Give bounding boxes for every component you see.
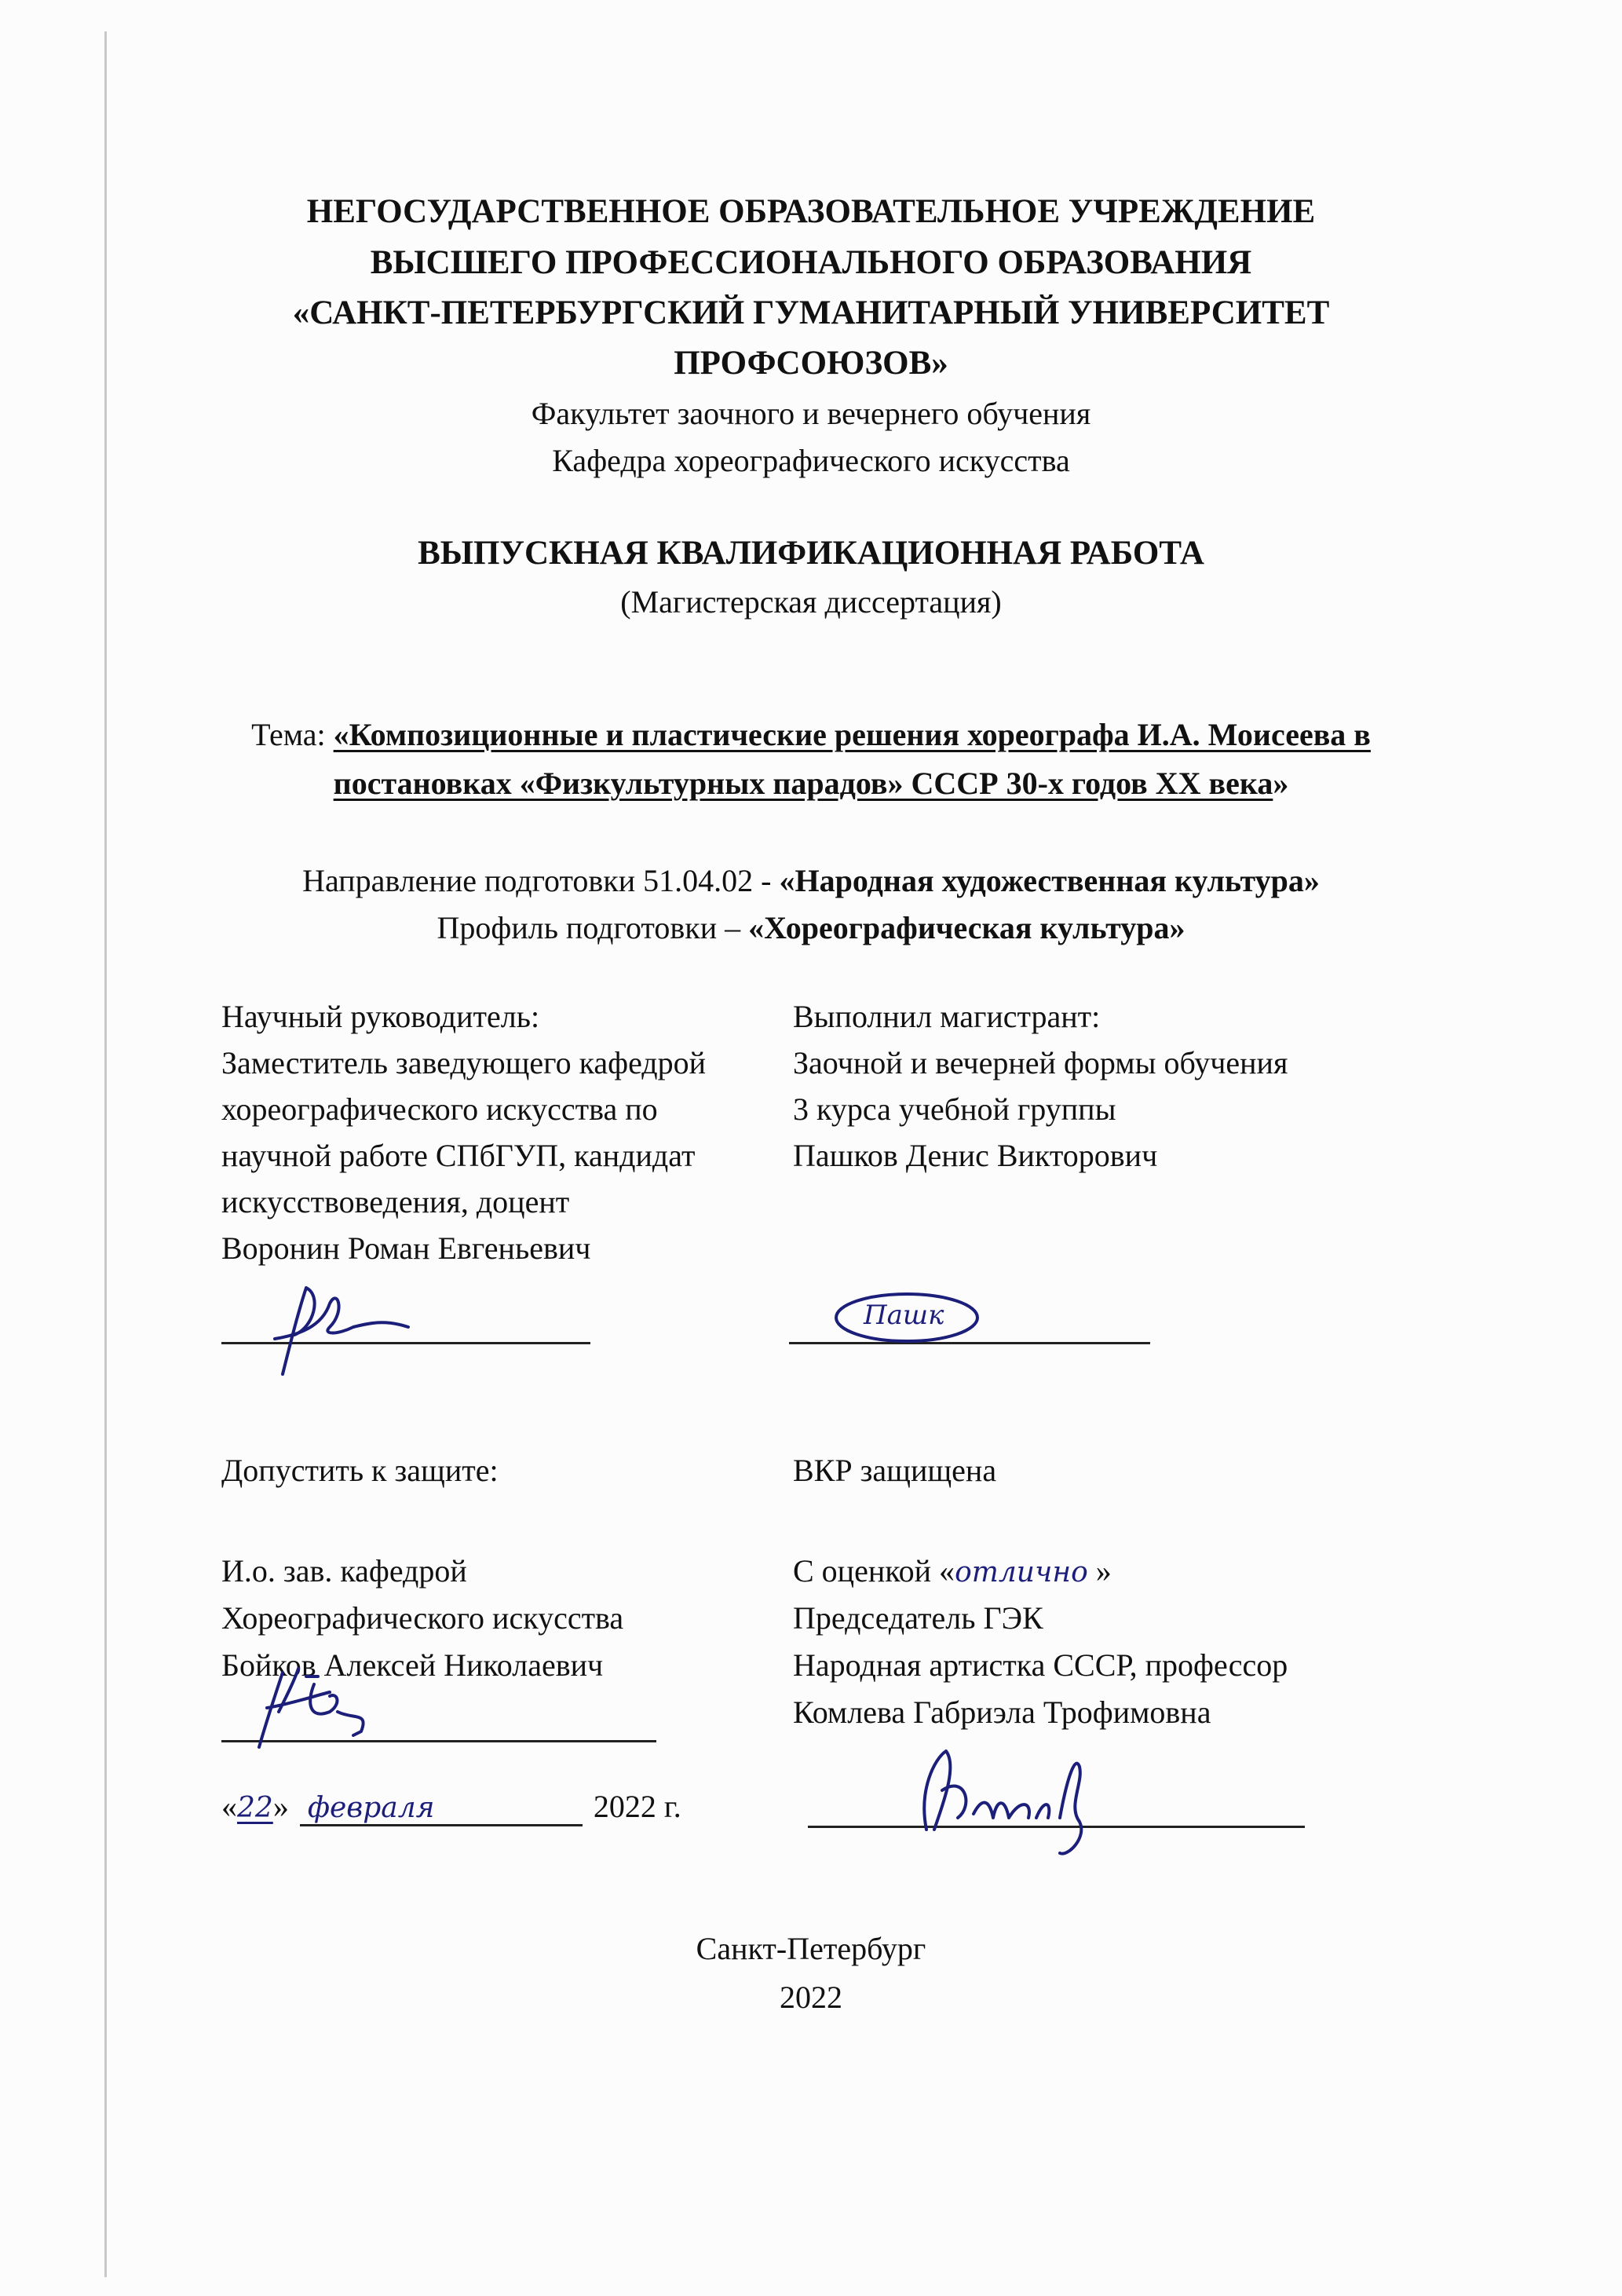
student-signature-text: Пашк bbox=[864, 1300, 944, 1331]
date-day: 22 bbox=[237, 1792, 273, 1824]
year: 2022 bbox=[780, 1980, 842, 2015]
date-year: 2022 г. bbox=[593, 1789, 681, 1824]
defense-label: ВКР защищена bbox=[793, 1453, 997, 1488]
faculty: Факультет заочного и вечернего обучения bbox=[531, 396, 1091, 431]
supervisor-line: научной работе СПбГУП, кандидат bbox=[221, 1138, 696, 1173]
work-subtitle: (Магистерская диссертация) bbox=[620, 584, 1002, 620]
supervisor-line: Заместитель заведующего кафедрой bbox=[221, 1045, 707, 1080]
grade-prefix: С оценкой « bbox=[793, 1553, 955, 1589]
student-line: Заочной и вечерней формы обучения bbox=[793, 1045, 1288, 1080]
defense-line: Народная артистка СССР, профессор bbox=[793, 1647, 1288, 1683]
grade-suffix: » bbox=[1087, 1553, 1112, 1589]
admission-date bbox=[221, 1788, 681, 1826]
supervisor-signature bbox=[251, 1280, 424, 1382]
supervisor-line: Научный руководитель: bbox=[221, 999, 540, 1034]
header-line-2: ВЫСШЕГО ПРОФЕССИОНАЛЬНОГО ОБРАЗОВАНИЯ bbox=[370, 244, 1252, 281]
date-quote-close: » bbox=[272, 1789, 289, 1824]
work-title: ВЫПУСКНАЯ КВАЛИФИКАЦИОННАЯ РАБОТА bbox=[418, 535, 1204, 572]
admission-line: Хореографического искусства bbox=[221, 1600, 624, 1636]
profile-label: Профиль подготовки – bbox=[437, 910, 749, 945]
topic-text-2: постановках «Физкультурных парадов» СССР 30-х годов XX века bbox=[333, 766, 1273, 801]
student-line: 3 курса учебной группы bbox=[793, 1091, 1116, 1127]
admission-label: Допустить к защите: bbox=[221, 1453, 499, 1488]
admission-signature bbox=[243, 1665, 400, 1751]
topic-text-1: «Композиционные и пластические решения хореографа И.А. Моисеева в bbox=[333, 717, 1371, 752]
student-line: Пашков Денис Викторович bbox=[793, 1138, 1158, 1173]
profile bbox=[0, 909, 1622, 946]
topic-end-quote: » bbox=[1273, 766, 1289, 801]
admission-line: Бойков Алексей Николаевич bbox=[221, 1647, 604, 1683]
date-month: февраля bbox=[300, 1792, 583, 1826]
header-line-4: ПРОФСОЮЗОВ» bbox=[674, 345, 948, 382]
department: Кафедра хореографического искусства bbox=[552, 443, 1070, 478]
defense-line: Комлева Габриэла Трофимовна bbox=[793, 1695, 1211, 1730]
defense-grade bbox=[793, 1552, 1112, 1589]
profile-value: «Хореографическая культура» bbox=[748, 910, 1185, 945]
direction bbox=[0, 862, 1622, 899]
header-line-3: «САНКТ-ПЕТЕРБУРГСКИЙ ГУМАНИТАРНЫЙ УНИВЕРСИТЕТ bbox=[292, 294, 1330, 331]
topic-line-2 bbox=[0, 765, 1622, 802]
supervisor-line: искусствоведения, доцент bbox=[221, 1184, 570, 1219]
supervisor-line: хореографического искусства по bbox=[221, 1091, 658, 1127]
topic-line-1 bbox=[0, 716, 1622, 753]
student-line: Выполнил магистрант: bbox=[793, 999, 1101, 1034]
chair-signature bbox=[911, 1743, 1115, 1861]
grade-value: отлично bbox=[955, 1556, 1088, 1589]
direction-label: Направление подготовки 51.04.02 - bbox=[302, 863, 780, 898]
admission-line: И.о. зав. кафедрой bbox=[221, 1553, 467, 1589]
defense-line: Председатель ГЭК bbox=[793, 1600, 1043, 1636]
topic-label: Тема: bbox=[251, 717, 334, 752]
date-quote-open: « bbox=[221, 1789, 237, 1824]
supervisor-line: Воронин Роман Евгеньевич bbox=[221, 1230, 591, 1266]
header-line-1: НЕГОСУДАРСТВЕННОЕ ОБРАЗОВАТЕЛЬНОЕ УЧРЕЖДЕНИЕ bbox=[306, 193, 1316, 230]
city: Санкт-Петербург bbox=[696, 1931, 926, 1966]
direction-value: «Народная художественная культура» bbox=[779, 863, 1320, 898]
